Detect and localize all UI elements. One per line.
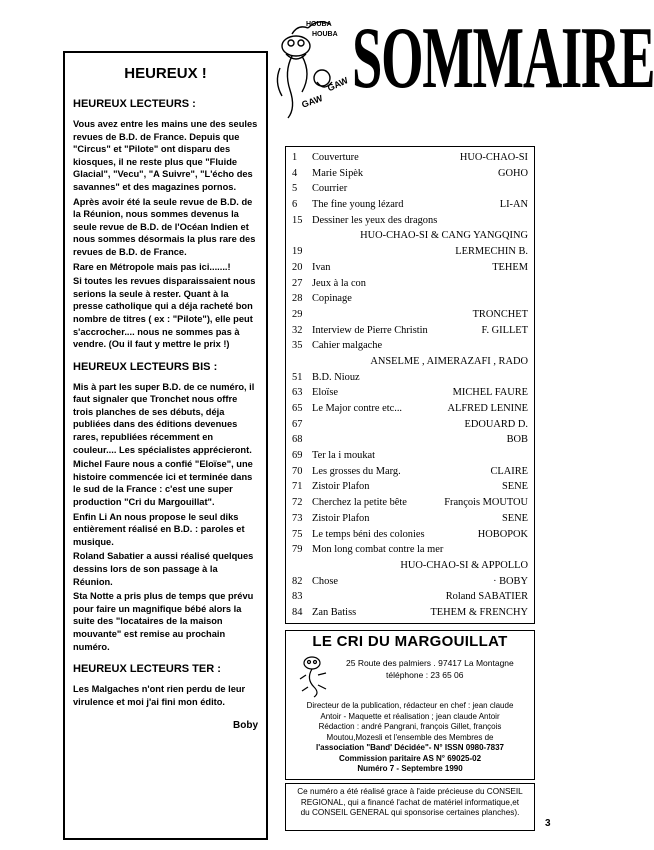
toc-title: Courrier [312,183,348,195]
toc-entry [292,464,401,480]
toc-title: Le Major contre etc... [312,403,403,414]
credit-line: Antoir - Maquette et réalisation ; jean claude Antoir [320,711,500,721]
toc-entry [292,150,359,166]
magazine-info-box [285,630,535,780]
toc-row [292,448,528,464]
toc-page-number: 19 [292,246,303,258]
toc-entry [292,401,402,417]
sponsors-note [285,783,535,831]
editorial-box [63,51,268,840]
editorial-title: HEUREUX ! [124,65,207,82]
sponsors-line: Ce numéro a été réalisé grace à l'aide précieuse du CONSEIL [297,787,523,796]
toc-title: Copinage [312,293,352,305]
toc-page-number: 65 [292,403,303,414]
toc-entry [292,448,375,464]
toc-author: CLAIRE [490,465,528,477]
toc-author: LERMECHIN B. [455,246,528,258]
toc-author: LI-AN [499,199,528,211]
toc-entry [292,276,366,292]
toc-page-number: 72 [292,497,303,509]
paragraph: Mis à part les super B.D. de ce numéro, il faut signaler que Tronchet nous offre trois planches de ses débuts, déja publiées dans des éditions devenues rares, republiées récemment en couleur.... Les spécialistes apprécieront. [73,381,255,455]
toc-title: Ter la i moukat [312,450,376,462]
toc-row [292,323,528,339]
magazine-title: LE CRI DU MARGOUILLAT [312,633,508,650]
toc-row [292,464,528,480]
paragraph: Enfin Li An nous propose le seul diks entièrement réalisé en B.D. : paroles et musique. [73,511,245,547]
toc-title: Interview de Pierre Christin [312,324,428,336]
toc-entry [292,527,425,543]
toc-row [292,495,528,511]
table-of-contents [285,146,535,624]
toc-page-number: 70 [292,465,303,477]
toc-entry [292,213,437,229]
toc-title: Cherchez la petite bête [312,497,407,509]
sponsors-line: REGIONAL, qui a financé l'achat de matériel informatique,et [300,797,520,807]
toc-row [292,605,528,621]
toc-entry [292,291,352,307]
toc-author: · BOBY [493,575,528,587]
toc-entry [292,323,428,339]
toc-entry [292,166,363,182]
toc-title: Le temps béni des colonies [312,528,425,540]
toc-page-number: 15 [292,214,303,226]
toc-author: TEHEM & FRENCHY [430,606,528,618]
toc-author: Roland SABATIER [445,591,528,603]
toc-row [292,228,528,244]
toc-entry [292,197,403,213]
toc-row [292,417,528,433]
toc-page-number: 20 [292,261,303,273]
paragraph: Michel Faure nous a confié "Eloïse", une histoire commencée ici et terminée dans le sud de la France : c'est une super production "Cri du Margouillat". [73,459,253,508]
toc-row [292,338,528,354]
toc-title: Cahier malgache [312,340,383,352]
magazine-address: 25 Route des palmiers . 97417 La Montagne [346,658,514,668]
credit-line: Numéro 7 - Septembre 1990 [357,764,463,773]
toc-page-number: 28 [292,293,303,305]
toc-page-number: 32 [292,324,303,336]
toc-entry [292,370,360,386]
toc-row [292,197,528,213]
toc-title: Chose [312,575,338,587]
toc-row [292,527,528,543]
credit-line: Rédaction : andré Pangrani, françois Gillet, françois [318,722,502,731]
toc-author: HUO-CHAO-SI & CANG YANGQING [360,230,528,242]
toc-title: Couverture [312,152,359,163]
credit-line: Moutou,Mozesli et l'ensemble des Membres de [326,732,494,742]
paragraph: Rare en Métropole mais pas ici.......! [73,261,231,272]
toc-author: BOB [506,434,528,446]
toc-row [292,542,528,558]
toc-entry [292,542,443,558]
magazine-phone: téléphone : 23 65 06 [386,670,464,680]
toc-page-number: 1 [292,152,298,163]
toc-page-number: 4 [292,167,298,179]
toc-page-number: 51 [292,371,303,383]
toc-title: Eloïse [312,387,338,399]
mascot-text: GAW [300,93,324,110]
toc-row [292,307,528,323]
toc-row [292,291,528,307]
toc-page-number: 27 [292,277,303,289]
toc-author: SENE [502,481,528,493]
toc-author: MICHEL FAURE [452,387,528,399]
toc-page-number: 6 [292,199,298,211]
toc-author: TEHEM [492,261,528,273]
toc-row [292,370,528,386]
paragraph: Vous avez entre les mains une des seules revues de B.D. de France. Depuis que "Circus" et "Pilote" ont disparu des kiosques, il ne reste plus que "Fluide Glacial", "Vecu", "A Suivre", "L'écho des savannes" et des magazines pornos. [73,119,258,192]
toc-author: François MOUTOU [444,497,528,509]
lizard-logo-icon [296,653,336,697]
toc-entry [292,605,356,621]
toc-entry [292,417,312,433]
credit-line: Directeur de la publication, rédacteur en chef : jean claude [306,701,514,710]
toc-entry [292,589,312,605]
toc-page-number: 69 [292,450,303,462]
toc-entry [292,432,312,448]
toc-row [292,574,528,590]
toc-page-number: 79 [292,544,303,556]
credit-line: Commission paritaire AS N° 69025-02 [338,753,482,763]
toc-entry [292,511,369,527]
toc-page-number: 71 [292,481,303,493]
toc-title: Jeux à la con [312,277,366,289]
toc-row [292,479,528,495]
toc-row [292,181,528,197]
toc-page-number: 75 [292,528,303,540]
paragraph: Si toutes les revues disparaissaient nous serions la seule à rester. Quant à la presse catholique qui a déja racheté bon nombre de titres ( ex : "Pilote"), elle peut s'accrocher.... nous ne sommes pas à vendre. (Ou il faut y mettre le prix !) [73,276,256,350]
toc-title: Les grosses du Marg. [312,465,401,477]
toc-title: B.D. Niouz [312,371,360,383]
toc-title: Ivan [312,261,331,273]
toc-page-number: 83 [292,591,303,603]
toc-page-number: 5 [292,183,298,195]
toc-author: EDOUARD D. [464,418,528,430]
toc-page-number: 63 [292,387,303,399]
toc-author: F. GILLET [481,324,528,336]
toc-row [292,260,528,276]
toc-row [292,401,528,417]
toc-row [292,511,528,527]
toc-entry [292,338,382,354]
toc-author: ALFRED LENINE [447,403,528,414]
toc-title: Dessiner les yeux des dragons [312,214,438,226]
toc-entry [292,495,407,511]
signature: Boby [233,720,258,732]
toc-row [292,385,528,401]
mascot-text: HOUBA [306,21,332,28]
toc-entry [292,385,338,401]
toc-page-number: 29 [292,308,303,320]
toc-row [292,354,528,370]
toc-page-number: 73 [292,512,303,524]
toc-title: The fine young lézard [312,199,404,211]
toc-row [292,150,528,166]
credit-line: l'association "Band' Décidée"- N° ISSN 0980-7837 [316,743,504,752]
paragraph: Les Malgaches n'ont rien perdu de leur virulence et moi j'ai fini mon édito. [73,684,246,707]
toc-title: Zistoir Plafon [312,512,370,524]
toc-row [292,589,528,605]
toc-row [292,213,528,229]
section-heading-2: HEUREUX LECTEURS BIS : [73,360,218,373]
page-title: SOMMAIRE [352,10,654,107]
paragraph: Roland Sabatier a aussi réalisé quelques dessins lors de son passage à la Réunion. [73,551,254,587]
toc-author: TRONCHET [472,308,528,320]
page-number: 3 [545,818,551,829]
toc-entry [292,181,347,197]
mascot-illustration [272,12,352,122]
sponsors-line: du CONSEIL GENERAL qui sponsorise certaines planches). [300,808,520,817]
mascot-text: HOUBA [312,31,338,38]
mascot-text: GAW [325,75,350,94]
magazine-credits [290,701,530,775]
toc-row [292,244,528,260]
section-heading-1: HEUREUX LECTEURS : [73,98,196,110]
toc-entry [292,574,338,590]
toc-title: Mon long combat contre la mer [312,544,444,556]
toc-author: HOBOPOK [477,528,528,540]
paragraph: Sta Notte a pris plus de temps que prévu pour faire un magnifique bébé alors la suite des "locataires de la maison mouvante" est remise au prochain numéro. [73,591,254,652]
toc-page-number: 67 [292,418,303,430]
toc-entry [292,479,369,495]
toc-entry [292,307,312,323]
toc-page-number: 84 [292,606,303,618]
toc-page-number: 82 [292,575,303,587]
paragraph: Après avoir été la seule revue de B.D. de la Réunion, nous sommes devenus la seule revue de B.D. de l'Océan Indien et nous sommes désormais la plus rare des revues de B.D. de France. [73,196,256,257]
toc-row [292,166,528,182]
toc-author: HUO-CHAO-SI & APPOLLO [400,559,528,571]
toc-row [292,276,528,292]
toc-title: Zan Batiss [312,606,357,618]
toc-page-number: 35 [292,340,303,352]
toc-author: ANSELME , AIMERAZAFI , RADO [370,355,528,367]
toc-row [292,558,528,574]
toc-author: HUO-CHAO-SI [459,152,528,163]
toc-entry [292,260,330,276]
toc-row [292,432,528,448]
magazine-address-block [346,657,514,681]
toc-title: Marie Sipèk [312,167,364,179]
section-heading-3: HEUREUX LECTEURS TER : [73,663,221,676]
toc-title: Zistoir Plafon [312,481,370,493]
toc-author: GOHO [497,167,528,179]
toc-author: SENE [502,512,528,524]
toc-page-number: 68 [292,434,303,446]
toc-entry [292,244,312,260]
